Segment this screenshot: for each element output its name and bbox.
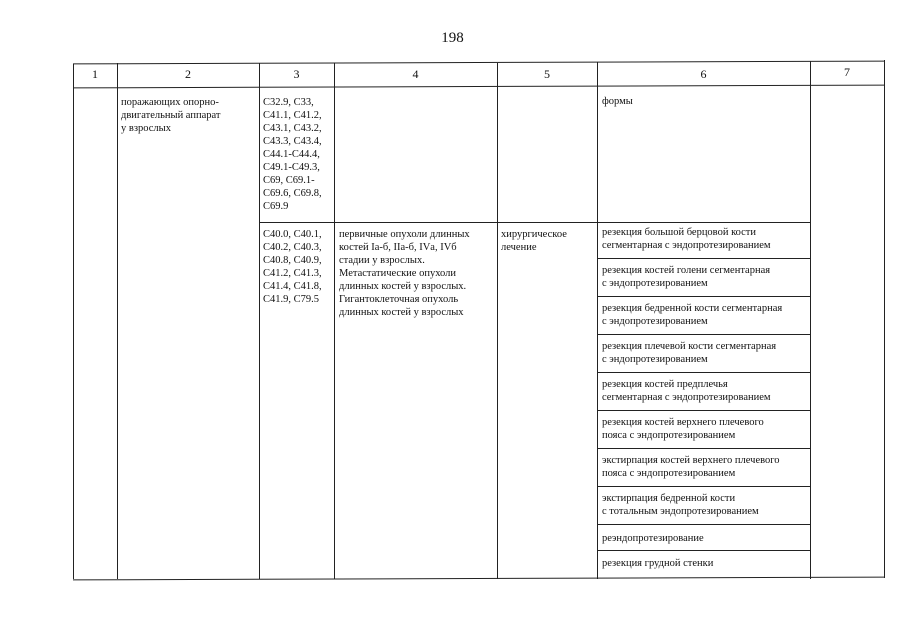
page-number: 198 xyxy=(441,30,464,46)
header-col-2: 2 xyxy=(185,67,191,81)
header-col-6: 6 xyxy=(700,67,707,81)
row1-col2-text: поражающих опорно- двигательный аппарат у взрослых xyxy=(121,97,221,134)
col-border-2 xyxy=(259,63,260,579)
procedure-item: экстирпация бедренной кости с тотальным эндопротезированием xyxy=(602,493,759,517)
row1-col6-text: формы xyxy=(602,96,633,107)
col6-divider xyxy=(597,550,811,551)
row2-col3-codes: C40.0, C40.1, C40.2, C40.3, C40.8, C40.9, C41.2, C41.3, C41.4, C41.8, C41.9, C79.5 xyxy=(263,229,322,305)
col6-divider xyxy=(597,410,811,411)
col-border-1 xyxy=(117,63,118,579)
row1-col3-codes: C32.9, C33, C41.1, C41.2, C43.1, C43.2, C43.3, C43.4, C44.1-C44.4, C49.1-C49.3, C69, C69.1- C69.6, C69.8, C69.9 xyxy=(263,97,322,212)
col-border-6 xyxy=(810,61,811,579)
col-border-4 xyxy=(497,63,498,579)
row2-col4-diagnosis: первичные опухоли длинных костей Iа-б, IIа-б, IVа, IVб стадии у взрослых. Метастатические опухоли длинных костей у взрослых. Гигантоклеточная опухоль длинных костей у взрослых xyxy=(339,229,470,318)
procedure-item: экстирпация костей верхнего плечевого пояса с эндопротезированием xyxy=(602,455,780,479)
col-border-0 xyxy=(73,64,74,579)
col6-divider xyxy=(597,524,811,525)
procedure-item: резекция бедренной кости сегментарная с эндопротезированием xyxy=(602,303,783,327)
procedure-item: резекция костей верхнего плечевого пояса с эндопротезированием xyxy=(602,417,764,441)
row2-col5-treatment: хирургическое лечение xyxy=(501,229,567,253)
table-bottom-border xyxy=(73,577,884,581)
header-bottom-border xyxy=(73,85,884,89)
col6-divider xyxy=(597,258,811,259)
procedure-item: резекция костей предплечья сегментарная с эндопротезированием xyxy=(602,379,771,403)
col6-divider xyxy=(597,486,811,487)
header-col-1: 1 xyxy=(92,67,98,81)
procedure-item: резекция грудной стенки xyxy=(602,558,714,569)
col6-divider xyxy=(597,372,811,373)
col-border-5 xyxy=(597,62,598,579)
col-border-3 xyxy=(334,63,335,579)
procedure-item: резекция плечевой кости сегментарная с эндопротезированием xyxy=(602,341,777,365)
row-divider xyxy=(259,222,811,223)
col6-divider xyxy=(597,296,811,297)
header-col-3: 3 xyxy=(293,67,300,81)
procedure-item: резекция костей голени сегментарная с эндопротезированием xyxy=(602,265,771,289)
header-col-7: 7 xyxy=(844,65,850,79)
procedure-item: реэндопротезирование xyxy=(602,533,704,544)
header-col-5: 5 xyxy=(544,67,550,81)
header-col-4: 4 xyxy=(412,67,419,81)
col6-divider xyxy=(597,334,811,335)
procedure-item: резекция большой берцовой кости сегментарная с эндопротезированием xyxy=(602,227,771,251)
col-border-7 xyxy=(884,60,885,578)
col6-divider xyxy=(597,448,811,449)
